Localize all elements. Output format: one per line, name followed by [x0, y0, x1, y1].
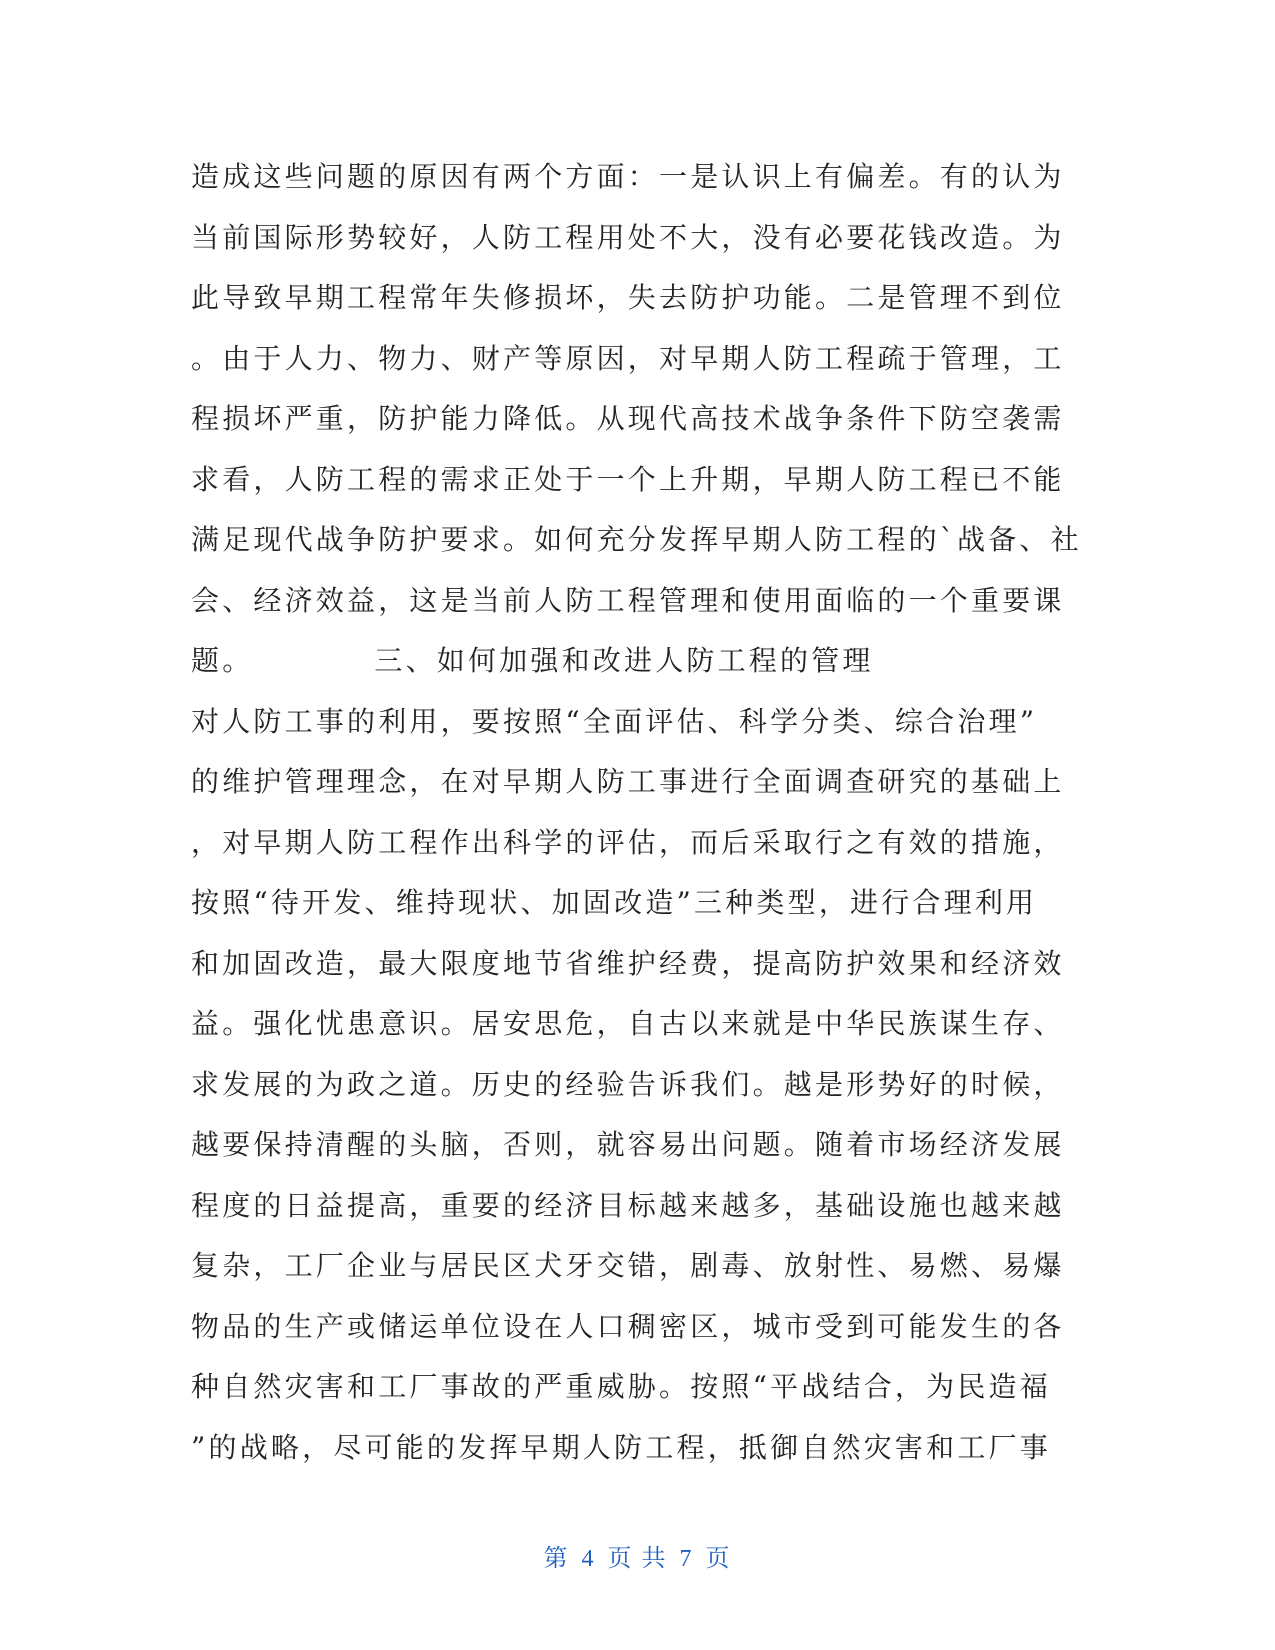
text-line: 种自然灾害和工厂事故的严重威胁。按照“平战结合，为民造福: [191, 1370, 1051, 1403]
text-line: 求发展的为政之道。历史的经验告诉我们。越是形势好的时候，: [191, 1067, 1065, 1101]
text-line: 的维护管理理念，在对早期人防工事进行全面调查研究的基础上: [191, 765, 1065, 798]
text-line: ”的战略，尽可能的发挥早期人防工程，抵御自然灾害和工厂事: [191, 1430, 1051, 1464]
text-line: 。由于人力、物力、财产等原因，对早期人防工程疏于管理，工: [191, 341, 1065, 375]
page-footer: [0, 1538, 1275, 1573]
text-line: ，对早期人防工程作出科学的评估，而后采取行之有效的措施，: [191, 825, 1065, 859]
footer-prefix: 第: [543, 1546, 570, 1572]
text-line: 造成这些问题的原因有两个方面：一是认识上有偏差。有的认为: [191, 160, 1065, 193]
text-line: 程度的日益提高，重要的经济目标越来越多，基础设施也越来越: [191, 1188, 1065, 1222]
text-line: 和加固改造，最大限度地节省维护经费，提高防护效果和经济效: [191, 946, 1065, 980]
text-line: 此导致早期工程常年失修损坏，失去防护功能。二是管理不到位: [191, 281, 1065, 314]
text-line: 求看，人防工程的需求正处于一个上升期，早期人防工程已不能: [191, 462, 1065, 496]
text-line: 程损坏严重，防护能力降低。从现代高技术战争条件下防空袭需: [191, 402, 1065, 435]
text-line: 越要保持清醒的头脑，否则，就容易出问题。随着市场经济发展: [191, 1128, 1065, 1161]
text-line: 会、经济效益，这是当前人防工程管理和使用面临的一个重要课: [191, 583, 1065, 617]
text-line: 复杂，工厂企业与居民区犬牙交错，剧毒、放射性、易燃、易爆: [191, 1249, 1065, 1282]
section-heading-line: 题。 三、如何加强和改进人防工程的管理: [191, 644, 874, 677]
total-page-count: 7: [679, 1546, 694, 1572]
text-line: 当前国际形势较好，人防工程用处不大，没有必要花钱改造。为: [191, 220, 1065, 254]
text-line: 益。强化忧患意识。居安思危，自古以来就是中华民族谋生存、: [191, 1007, 1065, 1040]
text-line: 对人防工事的利用，要按照“全面评估、科学分类、综合治理”: [191, 704, 1038, 738]
current-page-number: 4: [581, 1546, 596, 1572]
body-text: [191, 147, 1091, 1478]
footer-middle: 页 共: [607, 1546, 668, 1572]
footer-suffix: 页: [705, 1546, 732, 1572]
text-line: 满足现代战争防护要求。如何充分发挥早期人防工程的`战备、社: [191, 523, 1082, 556]
text-line: 物品的生产或储运单位设在人口稠密区，城市受到可能发生的各: [191, 1309, 1065, 1343]
text-line: 按照“待开发、维持现状、加固改造”三种类型，进行合理利用: [191, 886, 1038, 919]
